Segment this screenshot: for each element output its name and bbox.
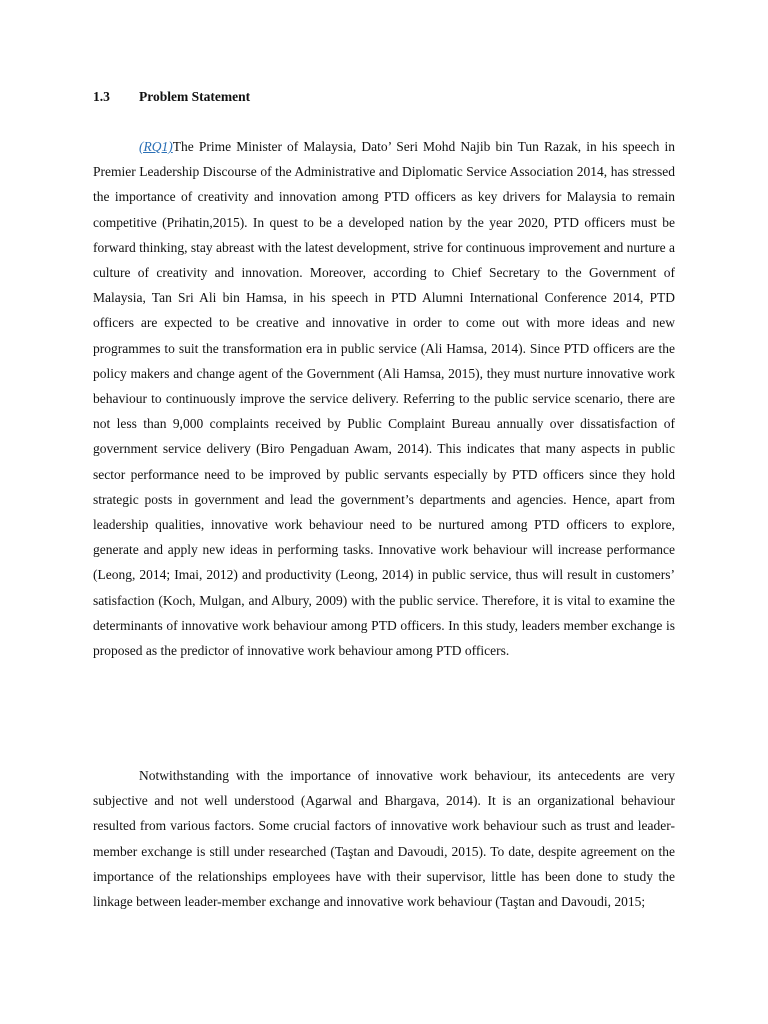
section-number: 1.3 (93, 89, 110, 104)
rq1-reference-link[interactable]: (RQ1) (139, 139, 173, 154)
paragraph-1 (93, 134, 675, 663)
paragraph-1-text: The Prime Minister of Malaysia, Dato’ Seri Mohd Najib bin Tun Razak, in his speech in Premier Leadership Discourse of the Administrative and Diplomatic Service Association 2014, has stressed the importance of creativity and innovation among PTD officers as key drivers for Malaysia to remain competitive (Prihatin,2015). In quest to be a developed nation by the year 2020, PTD officers must be forward thinking, stay abreast with the latest development, strive for continuous improvement and nurture a culture of creativity and innovation. Moreover, according to Chief Secretary to the Government of Malaysia, Tan Sri Ali bin Hamsa, in his speech in PTD Alumni International Conference 2014, PTD officers are expected to be creative and innovative in order to come out with more ideas and new programmes to suit the transformation era in public service (Ali Hamsa, 2014). Since PTD officers are the policy makers and change agent of the Government (Ali Hamsa, 2015), they must nurture innovative work behaviour to continuously improve the service delivery. Referring to the public service scenario, there are not less than 9,000 complaints received by Public Complaint Bureau annually over dissatisfaction of government service delivery (Biro Pengaduan Awam, 2014). This indicates that many aspects in public sector performance need to be improved by public servants especially by PTD officers since they hold strategic posts in government and lead the government’s departments and agencies. Hence, apart from leadership qualities, innovative work behaviour need to be nurtured among PTD officers to explore, generate and apply new ideas in performing tasks. Innovative work behaviour will increase performance (Leong, 2014; Imai, 2012) and productivity (Leong, 2014) in public service, thus will result in customers’ satisfaction (Koch, Mulgan, and Albury, 2009) with the public service. Therefore, it is vital to examine the determinants of innovative work behaviour among PTD officers. In this study, leaders member exchange is proposed as the predictor of innovative work behaviour among PTD officers. (93, 139, 675, 659)
paragraph-2-text: Notwithstanding with the importance of innovative work behaviour, its antecedents are very subjective and not well understood (Agarwal and Bhargava, 2014). It is an organizational behaviour resulted from various factors. Some crucial factors of innovative work behaviour such as trust and leader-member exchange is still under researched (Taştan and Davoudi, 2015). To date, despite agreement on the importance of the relationships employees have with their supervisor, little has been done to study the linkage between leader-member exchange and innovative work behaviour (Taştan and Davoudi, 2015; (93, 768, 675, 910)
section-title: Problem Statement (139, 89, 251, 104)
paragraph-2 (93, 763, 675, 914)
section-heading (93, 87, 250, 107)
